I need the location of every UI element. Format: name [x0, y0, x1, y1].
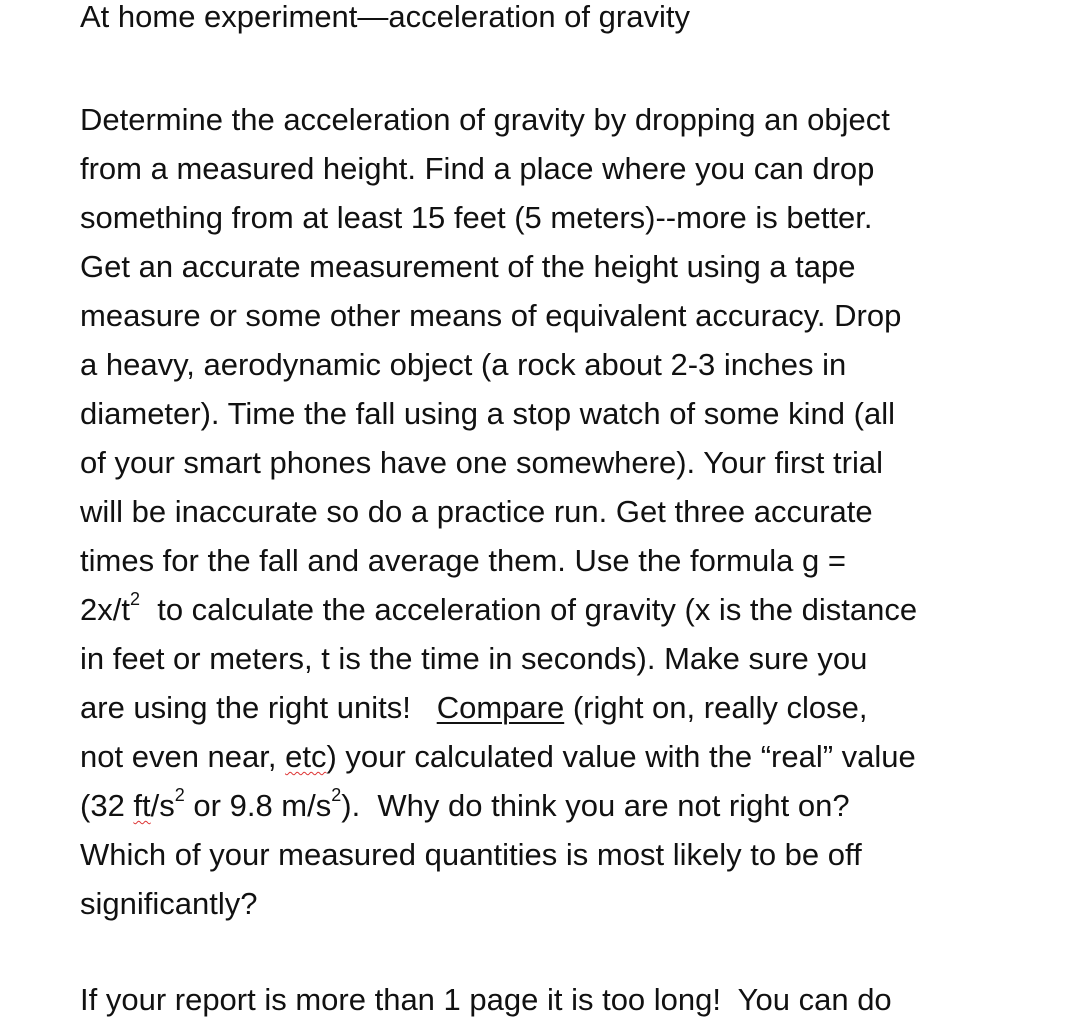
etc-line	[80, 732, 1040, 781]
compare-line-suffix: (right on, really close,	[564, 690, 868, 725]
paragraph-line: Which of your measured quantities is most likely to be off	[80, 837, 862, 872]
units-open: (32	[80, 788, 134, 823]
instructions-paragraph	[80, 95, 1040, 928]
paragraph-line: times for the fall and average them. Use the formula g =	[80, 543, 846, 578]
paragraph-line: Get an accurate measurement of the height using a tape	[80, 249, 856, 284]
formula-line	[80, 585, 1040, 634]
paragraph-line: significantly?	[80, 886, 258, 921]
paragraph-line: from a measured height. Find a place where you can drop	[80, 151, 875, 186]
paragraph-line: something from at least 15 feet (5 meters)--more is better.	[80, 200, 873, 235]
formula-text: 2x/t	[80, 592, 130, 627]
formula-line-rest: to calculate the acceleration of gravity (x is the distance	[139, 592, 918, 627]
paragraph-line: measure or some other means of equivalent accuracy. Drop	[80, 298, 902, 333]
paragraph-line: in feet or meters, t is the time in seconds). Make sure you	[80, 641, 868, 676]
units-per-second: /s	[150, 788, 175, 823]
paragraph-line: diameter). Time the fall using a stop watch of some kind (all	[80, 396, 895, 431]
paragraph-line: of your smart phones have one somewhere). Your first trial	[80, 445, 883, 480]
units-exponent: 2	[174, 784, 185, 805]
closing-paragraph: If your report is more than 1 page it is too long! You can do	[80, 982, 892, 1017]
units-line-suffix: ). Why do think you are not right on?	[341, 788, 850, 823]
compare-emphasis: Compare	[436, 690, 565, 725]
units-line	[80, 781, 1040, 830]
units-exponent: 2	[331, 784, 342, 805]
document-title: At home experiment—acceleration of gravity	[80, 0, 690, 34]
paragraph-line: Determine the acceleration of gravity by dropping an object	[80, 102, 890, 137]
compare-line	[80, 683, 1040, 732]
paragraph-line: will be inaccurate so do a practice run. Get three accurate	[80, 494, 873, 529]
compare-line-prefix: are using the right units!	[80, 690, 437, 725]
paragraph-line: a heavy, aerodynamic object (a rock about 2-3 inches in	[80, 347, 847, 382]
formula-exponent: 2	[129, 588, 140, 609]
etc-line-suffix: ) your calculated value with the “real” value	[326, 739, 916, 774]
units-middle: or 9.8 m/s	[184, 788, 332, 823]
spellcheck-word-ft[interactable]: ft	[133, 788, 151, 823]
etc-line-prefix: not even near,	[80, 739, 286, 774]
spellcheck-word-etc[interactable]: etc	[285, 739, 327, 774]
